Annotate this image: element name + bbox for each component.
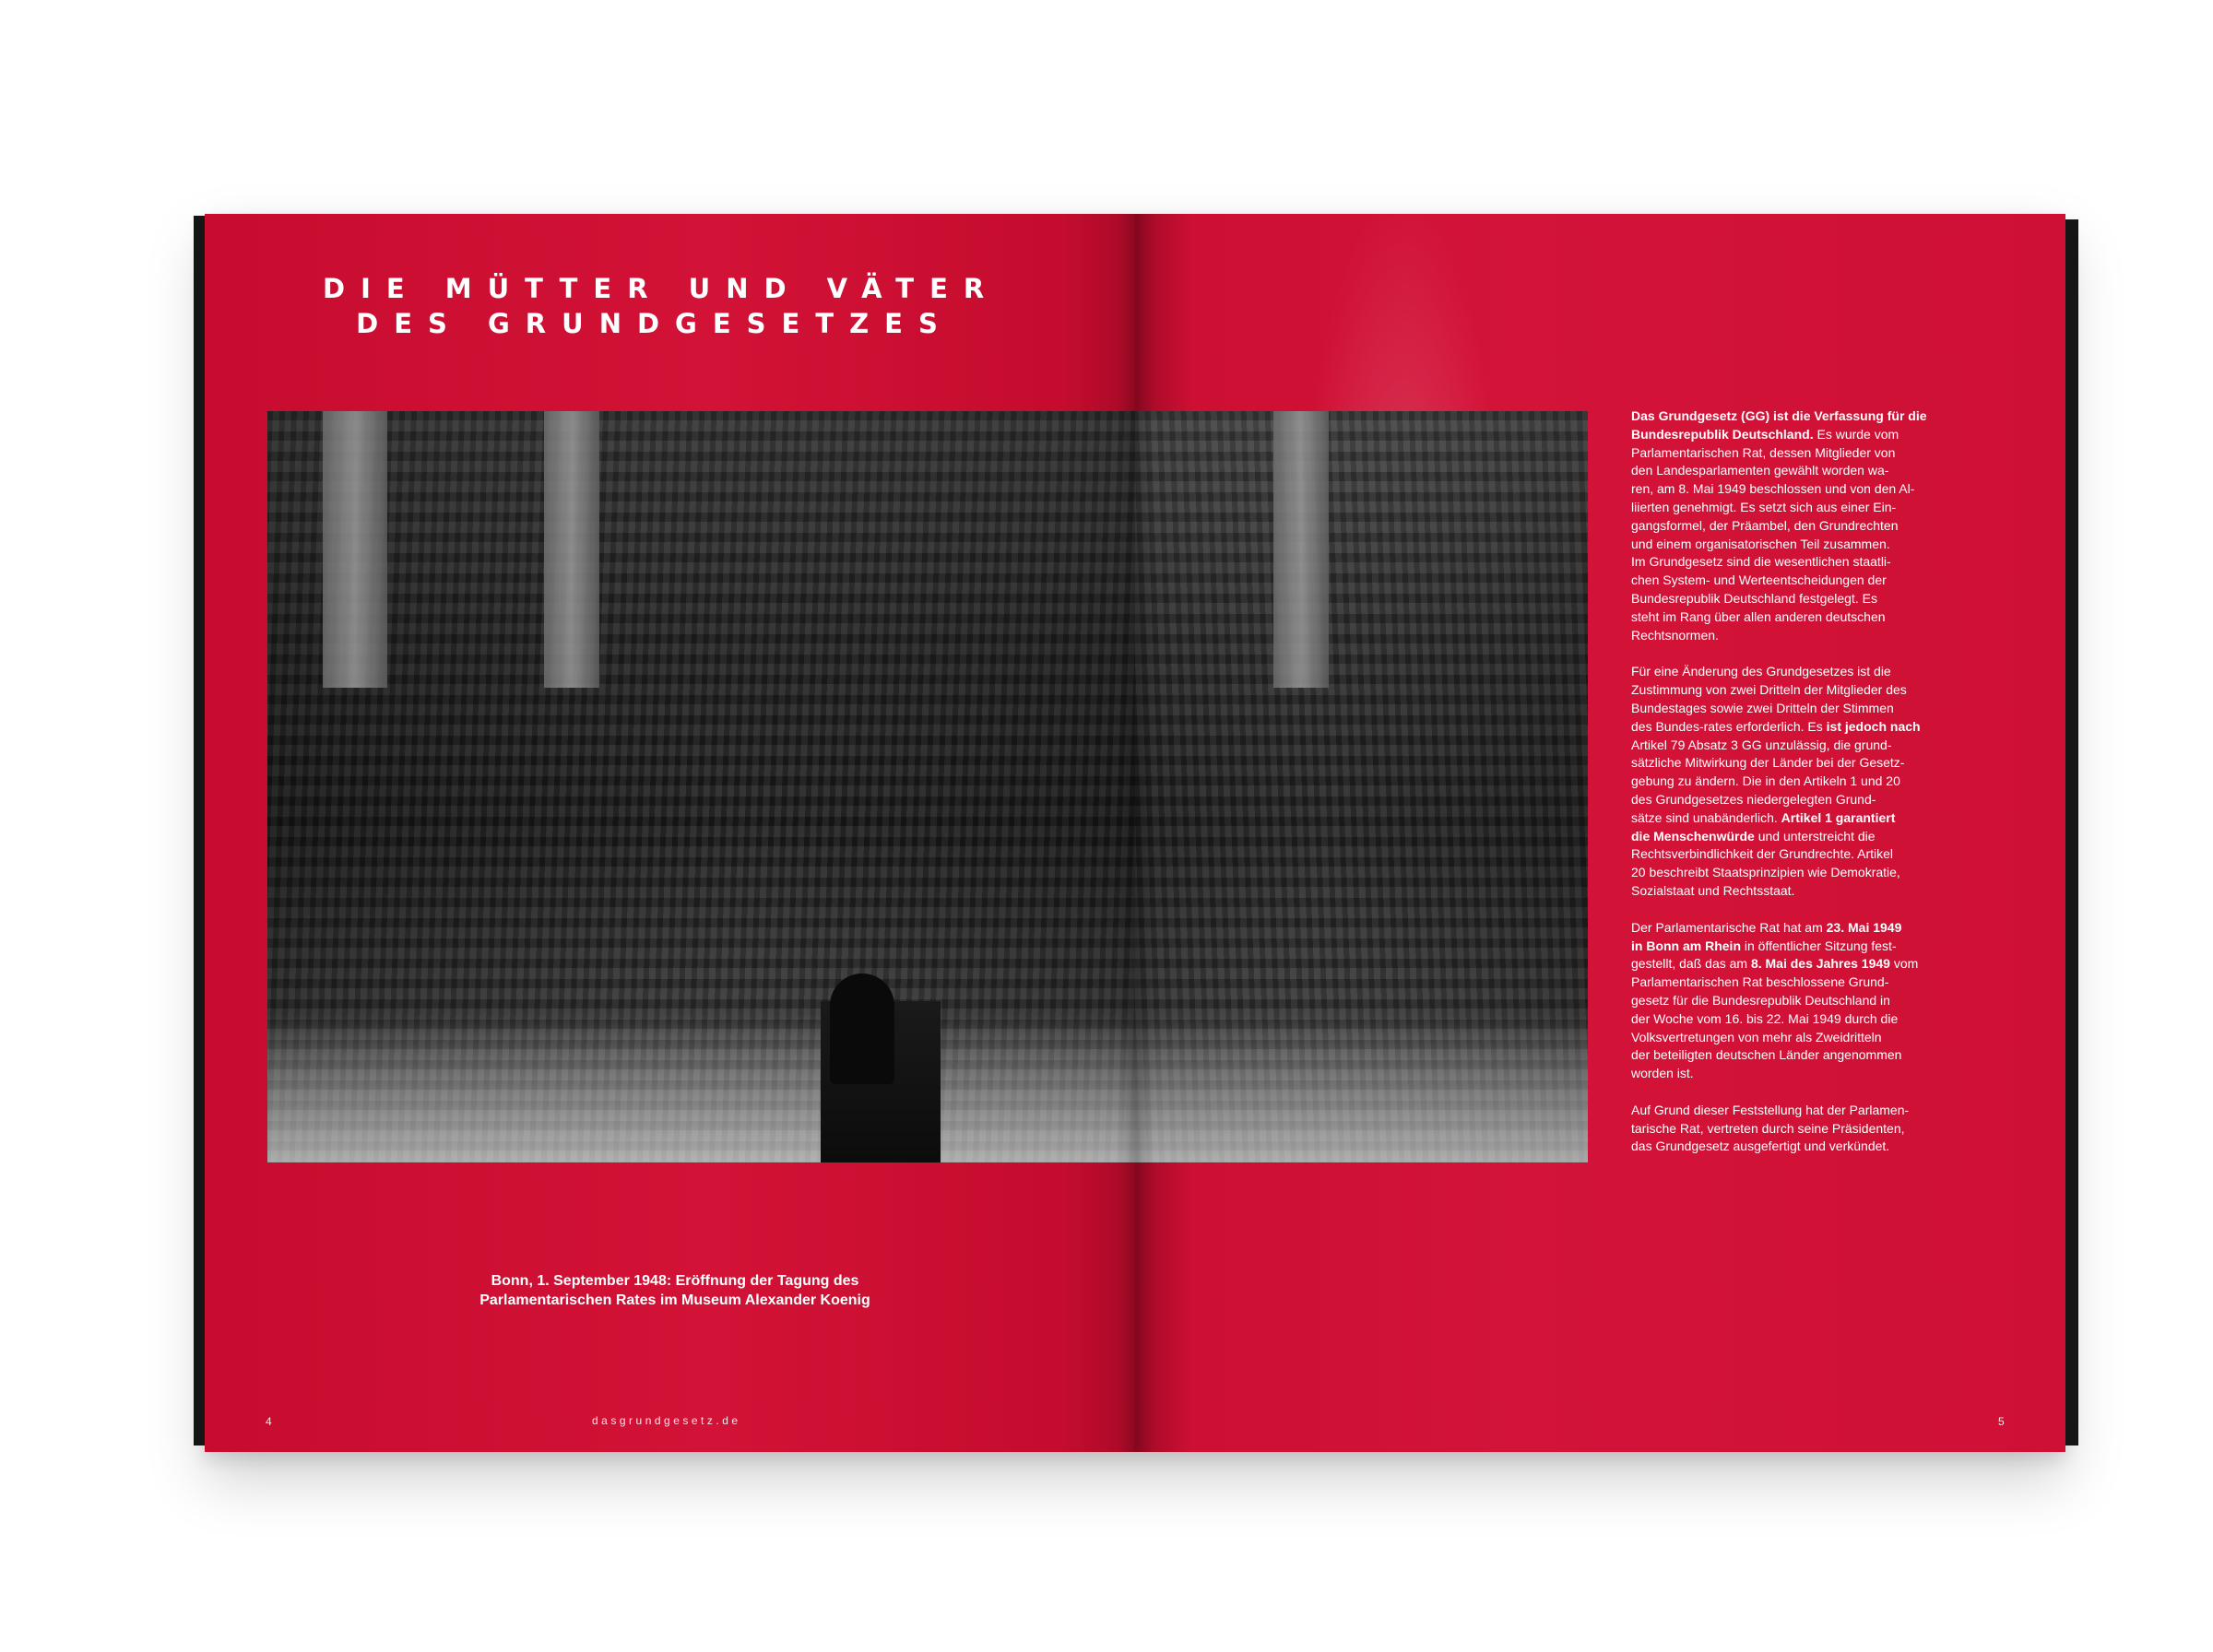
body-text: und einem organisatorischen Teil zusammen. [1631,536,1890,551]
body-text: Der Parlamentarische Rat hat am [1631,919,1827,935]
body-line [1631,1029,1899,1047]
body-line [1631,1046,1902,1065]
body-line [1631,882,1899,901]
body-text: Für eine Änderung des Grundgesetzes ist die [1631,664,1891,679]
body-line [1631,828,1899,846]
body-text: gebung zu ändern. Die in den Artikeln 1 und 20 [1631,773,1900,789]
body-text: worden ist. [1631,1066,1694,1081]
body-line [1631,919,1902,938]
caption-line-1: Bonn, 1. September 1948: Eröffnung der Tagung des [491,1273,859,1289]
body-text: Artikel 79 Absatz 3 GG unzulässig, die grund- [1631,737,1892,752]
body-text: Parlamentarischen Rat, dessen Mitglieder von [1631,444,1896,460]
body-text: ren, am 8. Mai 1949 beschlossen und von den Al- [1631,481,1915,497]
magazine-spread [205,214,2065,1452]
body-line [1631,553,1899,572]
body-paragraph [1631,663,1921,900]
body-text: tarische Rat, vertreten durch seine Präsidenten, [1631,1120,1905,1136]
body-text-column [1631,407,1927,1174]
body-text: des Bundes-rates erforderlich. Es [1631,718,1827,734]
footer-url: dasgrundgesetz.de [592,1414,741,1427]
body-text: des Grundgesetzes niedergelegten Grund- [1631,791,1876,807]
left-page [205,214,1135,1452]
body-text: sätzliche Mitwirkung der Länder bei der Gesetz- [1631,755,1905,771]
body-line [1631,791,1899,809]
body-text: Bundesrepublik Deutschland festgelegt. Es [1631,590,1877,606]
body-bold-text: Das Grundgesetz (GG) ist die Verfassung für die [1631,408,1927,423]
body-text: Zustimmung von zwei Dritteln der Mitglieder des [1631,682,1907,698]
body-bold-text: Bundesrepublik Deutschland. [1631,426,1814,442]
body-line [1631,499,1899,517]
body-line [1631,1120,1905,1139]
photo-floor [1135,1015,1588,1162]
body-line [1631,407,1927,426]
body-line [1631,681,1907,700]
body-text: den Landesparlamenten gewählt worden wa- [1631,463,1889,478]
title-line-1: DIE MÜTTER UND VÄTER [323,273,1000,304]
body-line [1631,1065,1899,1083]
body-line [1631,992,1899,1010]
body-line [1631,974,1899,992]
body-paragraph [1631,407,1927,644]
body-text: sätze sind unabänderlich. [1631,809,1781,825]
body-paragraph [1631,1102,1910,1156]
body-line [1631,462,1899,480]
body-bold-text: Artikel 1 garantiert [1781,809,1896,825]
body-text: der beteiligten deutschen Länder angenommen [1631,1047,1902,1063]
body-line [1631,517,1899,536]
body-text: Rechtsverbindlichkeit der Grundrechte. Artikel [1631,846,1894,862]
right-page-number: 5 [1998,1415,2005,1428]
photo-pillar [323,411,387,688]
body-text: gangsformel, der Präambel, den Grundrechten [1631,517,1899,533]
photo-caption [380,1271,970,1310]
body-text: in öffentlicher Sitzung fest- [1741,938,1897,953]
right-page [1135,214,2065,1452]
body-bold-text: in Bonn am Rhein [1631,938,1741,953]
body-line [1631,754,1905,773]
body-text: Rechtsnormen. [1631,627,1719,643]
body-text: Im Grundgesetz sind die wesentlichen staatli- [1631,554,1891,570]
body-paragraph [1631,919,1919,1083]
body-line [1631,444,1899,463]
body-text: liierten genehmigt. Es setzt sich aus einer Ein- [1631,499,1897,514]
body-text: das Grundgesetz ausgefertigt und verkündet. [1631,1139,1890,1154]
body-line [1631,627,1899,645]
title-line-2: DES GRUNDGESETZES [356,308,953,339]
body-line [1631,1102,1910,1120]
body-text: Sozialstaat und Rechtsstaat. [1631,882,1795,898]
body-line [1631,700,1899,718]
body-text: Es wurde vom [1813,426,1899,442]
page-title [323,271,1000,341]
body-line [1631,426,1899,444]
body-text: Parlamentarischen Rat beschlossene Grund- [1631,974,1889,990]
body-line [1631,809,1899,828]
photo-pillar [544,411,599,688]
body-text: steht im Rang über allen anderen deutschen [1631,608,1886,624]
body-line [1631,608,1899,627]
body-text: der Woche vom 16. bis 22. Mai 1949 durch die [1631,1010,1899,1026]
body-line [1631,590,1899,608]
body-text: Auf Grund dieser Feststellung hat der Parlamen- [1631,1102,1910,1117]
body-line [1631,1010,1899,1029]
body-line [1631,955,1919,974]
body-text: vom [1889,956,1919,972]
body-line [1631,572,1899,590]
photo-right-half [1135,411,1588,1162]
body-line [1631,737,1899,755]
body-line [1631,864,1899,882]
body-bold-text: ist jedoch nach [1826,718,1921,734]
body-bold-text: die Menschenwürde [1631,828,1755,844]
photo-left-half [267,411,1135,1162]
body-text: gestellt, daß das am [1631,956,1751,972]
body-bold-text: 23. Mai 1949 [1826,919,1902,935]
body-line [1631,938,1899,956]
body-line [1631,1138,1899,1156]
body-line [1631,773,1899,791]
body-bold-text: 8. Mai des Jahres 1949 [1750,956,1890,972]
body-text: Bundestages sowie zwei Dritteln der Stimmen [1631,700,1894,715]
photo-pillar [1273,411,1329,688]
body-text: gesetz für die Bundesrepublik Deutschland in [1631,992,1890,1008]
body-line [1631,663,1899,681]
body-line [1631,480,1915,499]
body-text: 20 beschreibt Staatsprinzipien wie Demokratie, [1631,865,1900,880]
body-text: und unterstreicht die [1754,828,1876,844]
body-line [1631,845,1899,864]
body-text: chen System- und Werteentscheidungen der [1631,572,1887,588]
body-line [1631,536,1899,554]
photo-floor [267,1015,1135,1162]
body-text: Volksvertretungen von mehr als Zweidritteln [1631,1029,1882,1044]
left-page-number: 4 [266,1415,272,1428]
photo-speaker [830,974,894,1084]
body-line [1631,718,1921,737]
caption-line-2: Parlamentarischen Rates im Museum Alexander Koenig [479,1292,870,1308]
right-cover-edge [2064,219,2078,1446]
